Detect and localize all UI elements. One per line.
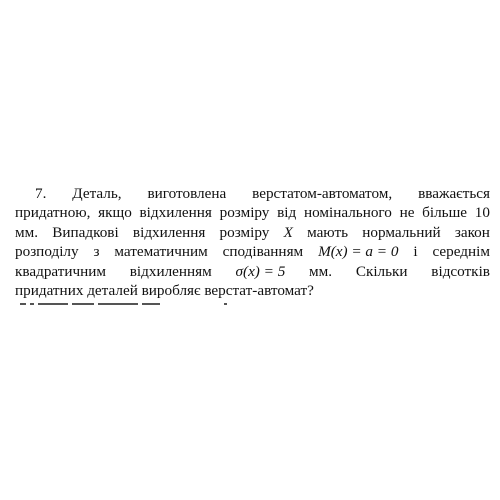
word: Деталь, (72, 185, 122, 202)
problem-7 (15, 184, 490, 300)
word: розподілу (15, 243, 79, 261)
problem-line-3 (15, 223, 490, 242)
word: і (413, 243, 418, 261)
word: нормальний (362, 223, 441, 241)
word: 10 (474, 204, 490, 222)
word: вважається (418, 185, 490, 202)
word: середнім (432, 243, 490, 261)
problem-number: 7. (35, 185, 47, 202)
word: закон (454, 223, 490, 241)
math-variable-x: X (283, 223, 293, 241)
word: виготовлена (147, 185, 227, 202)
word: квадратичним (15, 262, 107, 280)
problem-line-6 (15, 281, 490, 300)
word: від (277, 204, 297, 222)
word: мм. (15, 223, 39, 241)
word: верстатом-автоматом, (252, 185, 393, 202)
word: Випадкові (52, 223, 119, 241)
word: мають (307, 223, 349, 241)
word: відсотків (431, 262, 490, 280)
word: більше (422, 204, 468, 222)
math-std-deviation-formula: σ(x) = 5 (235, 262, 286, 280)
word: мм. (309, 262, 333, 280)
cut-off-next-line (20, 301, 245, 307)
word: придатною, (15, 204, 91, 222)
problem-line-1 (15, 184, 490, 203)
word: якщо (98, 204, 132, 222)
word: не (399, 204, 415, 222)
word: математичним (114, 243, 208, 261)
word: Скільки (355, 262, 408, 280)
math-expectation-formula: M(x) = a = 0 (318, 243, 399, 261)
word: відхиленням (129, 262, 212, 280)
problem-line-4 (15, 242, 490, 261)
word: розміру (219, 223, 270, 241)
last-sentence: придатних деталей виробляє верстат-автомат? (15, 281, 314, 299)
word: розміру (219, 204, 270, 222)
word: з (93, 243, 100, 261)
problem-line-2 (15, 203, 490, 222)
word: сподіванням (222, 243, 304, 261)
word: відхилення (132, 223, 206, 241)
problem-line-5 (15, 262, 490, 281)
word: номінального (303, 204, 392, 222)
word: відхилення (139, 204, 212, 222)
